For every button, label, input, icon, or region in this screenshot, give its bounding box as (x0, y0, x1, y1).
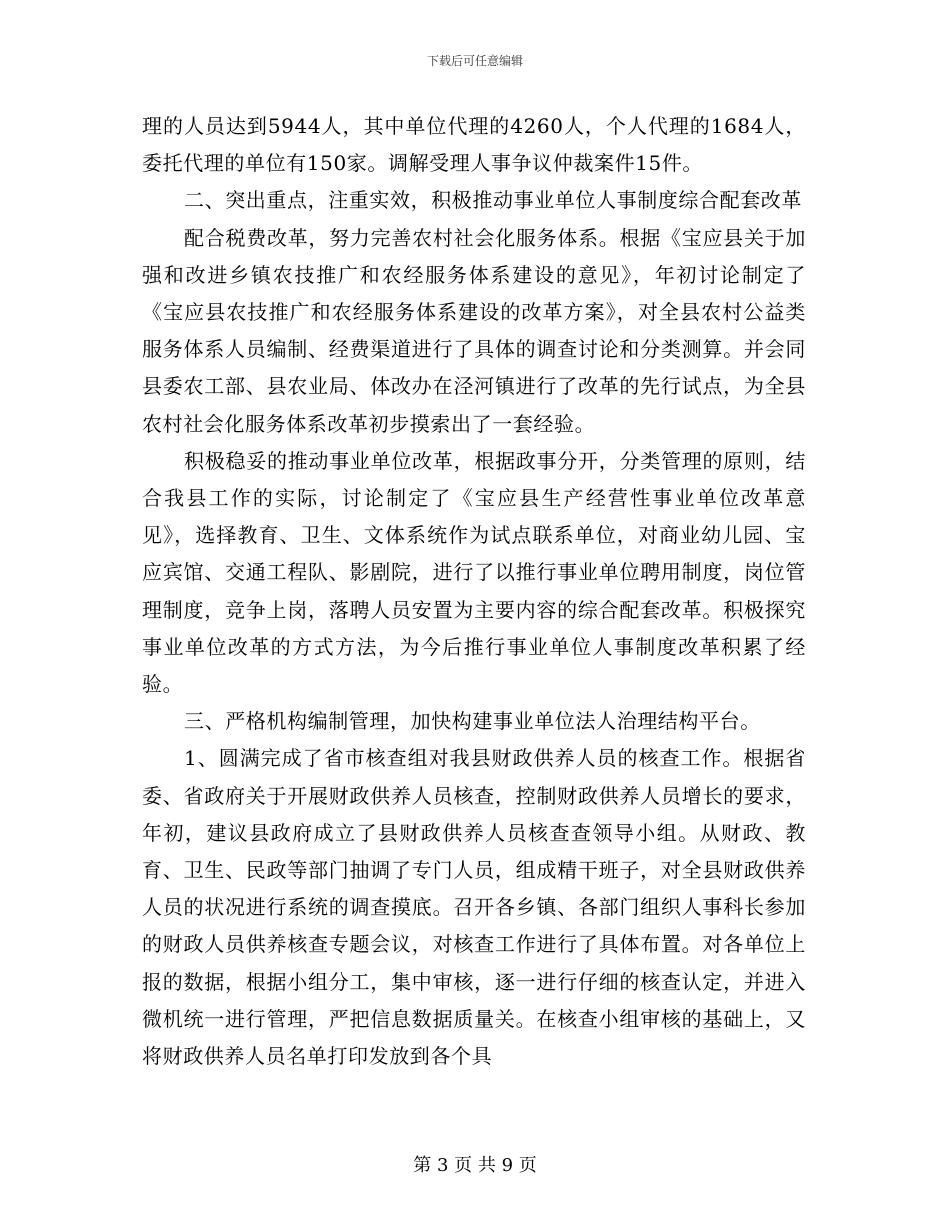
document-body (142, 108, 806, 1075)
paragraph-rural-service-reform: 配合税费改革，努力完善农村社会化服务体系。根据《宝应县关于加强和改进乡镇农技推广和农经服务体系建设的意见》，年初讨论制定了《宝应县农技推广和农经服务体系建设的改革方案》，对全县农村公益类服务体系人员编制、经费渠道进行了具体的调查讨论和分类测算。并会同县委农工部、县农业局、体改办在泾河镇进行了改革的先行试点，为全县农村社会化服务体系改革初步摸索出了一套经验。 (142, 225, 806, 436)
section-heading-2: 二、突出重点，注重实效，积极推动事业单位人事制度综合配套改革 (184, 188, 802, 213)
page-number: 第 3 页 共 9 页 (413, 1155, 537, 1176)
paragraph-institution-reform: 积极稳妥的推动事业单位改革，根据政事分开，分类管理的原则，结合我县工作的实际，讨论制定了《宝应县生产经营性事业单位改革意见》，选择教育、卫生、文体系统作为试点联系单位，对商业幼儿园、宝应宾馆、交通工程队、影剧院，进行了以推行事业单位聘用制度，岗位管理制度，竞争上岗，落聘人员安置为主要内容的综合配套改革。积极探究事业单位改革的方式方法，为今后推行事业单位人事制度改革积累了经验。 (142, 448, 806, 697)
section-heading-3: 三、严格机构编制管理，加快构建事业单位法人治理结构平台。 (184, 709, 761, 734)
page-header: 下载后可任意编辑 (426, 54, 523, 68)
paragraph-staff-verification: 1、圆满完成了省市核查组对我县财政供养人员的核查工作。根据省委、省政府关于开展财政供养人员核查，控制财政供养人员增长的要求，年初，建议县政府成立了县财政供养人员核查查领导小组。从财政、教育、卫生、民政等部门抽调了专门人员，组成精干班子，对全县财政供养人员的状况进行系统的调查摸底。召开各乡镇、各部门组织人事科长参加的财政人员供养核查专题会议，对核查工作进行了具体布置。对各单位上报的数据，根据小组分工，集中审核，逐一进行仔细的核查认定，并进入微机统一进行管理，严把信息数据质量关。在核查小组审核的基础上，又将财政供养人员名单打印发放到各个具 (142, 746, 806, 1069)
paragraph-continuation: 理的人员达到5944人，其中单位代理的4260人，个人代理的1684人，委托代理的单位有150家。调解受理人事争议仲裁案件15件。 (142, 114, 806, 176)
